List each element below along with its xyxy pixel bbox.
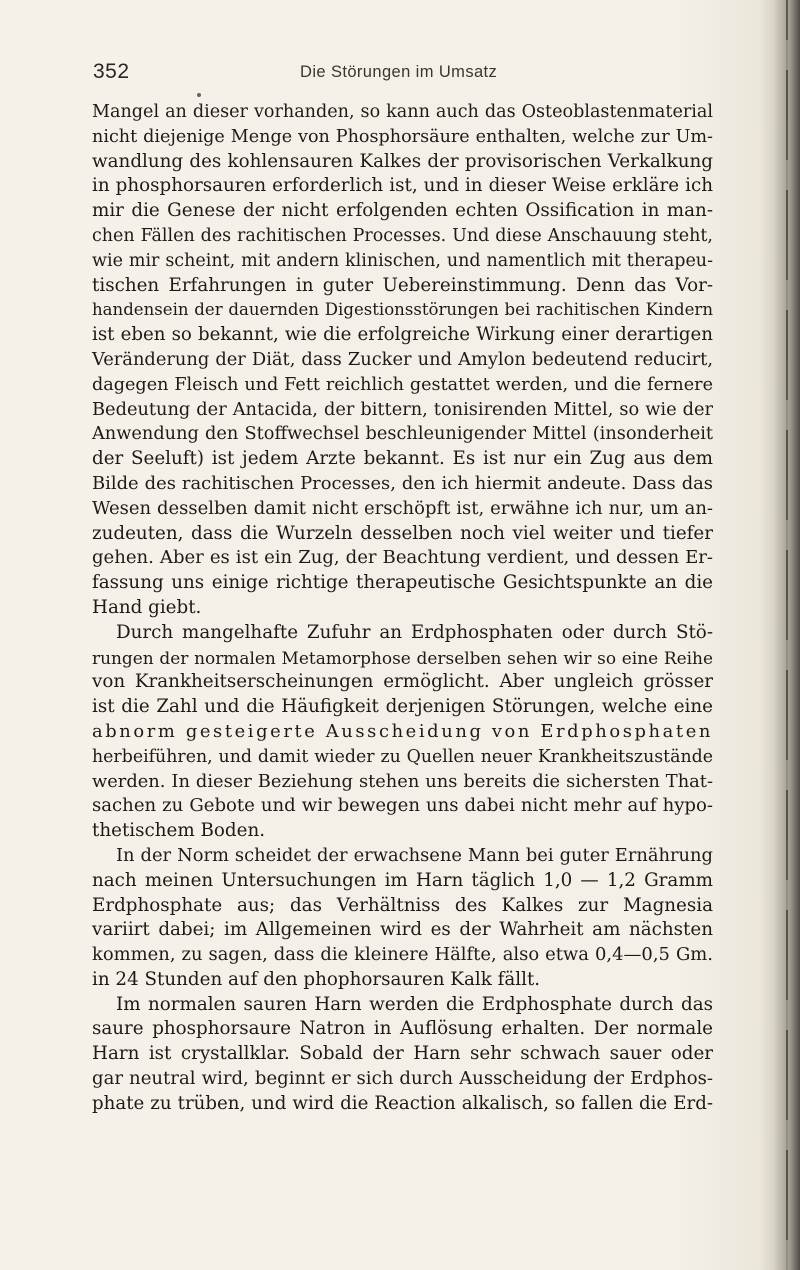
text-line: wandlung des kohlensauren Kalkes der provisorischen Verkalkung — [92, 150, 713, 172]
text-line: chen Fällen des rachitischen Processes. Und diese Anschauung steht, — [92, 225, 713, 246]
text-line: variirt dabei; im Allgemeinen wird es der Wahrheit am nächsten — [92, 919, 713, 941]
text-line: Erdphosphate aus; das Verhältniss des Kalkes zur Magnesia — [92, 894, 713, 916]
text-line: sachen zu Gebote und wir bewegen uns dabei nicht mehr auf hypo- — [92, 795, 713, 817]
running-head — [93, 54, 693, 84]
text-line: handensein der dauernden Digestionsstörungen bei rachitischen Kindern — [92, 300, 713, 320]
text-line: abnorm gesteigerte Ausscheidung von Erdphosphaten — [92, 720, 713, 742]
text-line: zudeuten, dass die Wurzeln desselben noch viel weiter und tiefer — [92, 522, 713, 544]
text-line: in phosphorsauren erforderlich ist, und in dieser Weise erkläre ich — [92, 175, 713, 197]
text-line: ist die Zahl und die Häufigkeit derjenigen Störungen, welche eine — [92, 696, 713, 718]
text-line: Im normalen sauren Harn werden die Erdphosphate durch das — [116, 993, 713, 1015]
text-line: Harn ist crystallklar. Sobald der Harn sehr schwach sauer oder — [92, 1043, 713, 1065]
running-title: Die Störungen im Umsatz — [300, 63, 498, 81]
text-line: tischen Erfahrungen in guter Uebereinstimmung. Denn das Vor- — [92, 274, 713, 296]
text-line: Mangel an dieser vorhanden, so kann auch das Osteoblastenmaterial — [92, 102, 713, 122]
text-line: Anwendung den Stoffwechsel beschleunigender Mittel (insonderheit — [92, 424, 713, 445]
text-line: Veränderung der Diät, dass Zucker und Amylon bedeutend reducirt, — [92, 348, 713, 370]
text-line: werden. In dieser Beziehung stehen uns bereits die sichersten That- — [92, 770, 713, 792]
text-line: herbeiführen, und damit wieder zu Quellen neuer Krankheitszustände — [92, 746, 713, 767]
text-line: Wesen desselben damit nicht erschöpft ist, erwähne ich nur, um an- — [92, 497, 713, 519]
text-line: In der Norm scheidet der erwachsene Mann bei guter Ernährung — [116, 844, 713, 866]
text-line: dagegen Fleisch und Fett reichlich gestattet werden, und die fernere — [92, 374, 713, 395]
text-line: gehen. Aber es ist ein Zug, der Beachtung verdient, und dessen Er- — [92, 547, 713, 569]
text-line: ist eben so bekannt, wie die erfolgreiche Wirkung einer derartigen — [92, 324, 713, 346]
text-line: Bedeutung der Antacida, der bittern, tonisirenden Mittel, so wie der — [92, 398, 713, 420]
ink-speck — [197, 93, 201, 97]
text-line: kommen, zu sagen, dass die kleinere Hälfte, also etwa 0,4—0,5 Gm. — [92, 944, 713, 966]
text-line: wie mir scheint, mit andern klinischen, und namentlich mit therapeu- — [92, 250, 713, 271]
text-line: nicht diejenige Menge von Phosphorsäure enthalten, welche zur Um- — [92, 126, 713, 147]
text-line: gar neutral wird, beginnt er sich durch Ausscheidung der Erdphos- — [92, 1068, 713, 1090]
text-line: der Seeluft) ist jedem Arzte bekannt. Es ist nur ein Zug aus dem — [92, 448, 713, 470]
text-line: Bilde des rachitischen Processes, den ich hiermit andeute. Dass das — [92, 472, 713, 494]
text-line: saure phosphorsaure Natron in Auflösung erhalten. Der normale — [92, 1018, 713, 1040]
text-line: mir die Genese der nicht erfolgenden echten Ossification in man- — [92, 200, 713, 222]
body-text — [92, 100, 713, 1117]
text-line: in 24 Stunden auf den phophorsauren Kalk fällt. — [92, 968, 541, 990]
page-gutter-shadow — [760, 0, 800, 1270]
text-line: Hand giebt. — [92, 596, 202, 618]
text-line: thetischem Boden. — [92, 820, 266, 842]
text-line: rungen der normalen Metamorphose derselben sehen wir so eine Reihe — [92, 647, 713, 668]
text-line: phate zu trüben, und wird die Reaction alkalisch, so fallen die Erd- — [92, 1092, 713, 1114]
text-line: nach meinen Untersuchungen im Harn täglich 1,0 — 1,2 Gramm — [92, 869, 713, 891]
text-line: Durch mangelhafte Zufuhr an Erdphosphaten oder durch Stö- — [116, 621, 713, 643]
binding-edge — [786, 0, 788, 1270]
text-line: fassung uns einige richtige therapeutische Gesichtspunkte an die — [92, 572, 713, 594]
page-number: 352 — [93, 60, 130, 83]
text-line: von Krankheitserscheinungen ermöglicht. Aber ungleich grösser — [92, 671, 713, 693]
